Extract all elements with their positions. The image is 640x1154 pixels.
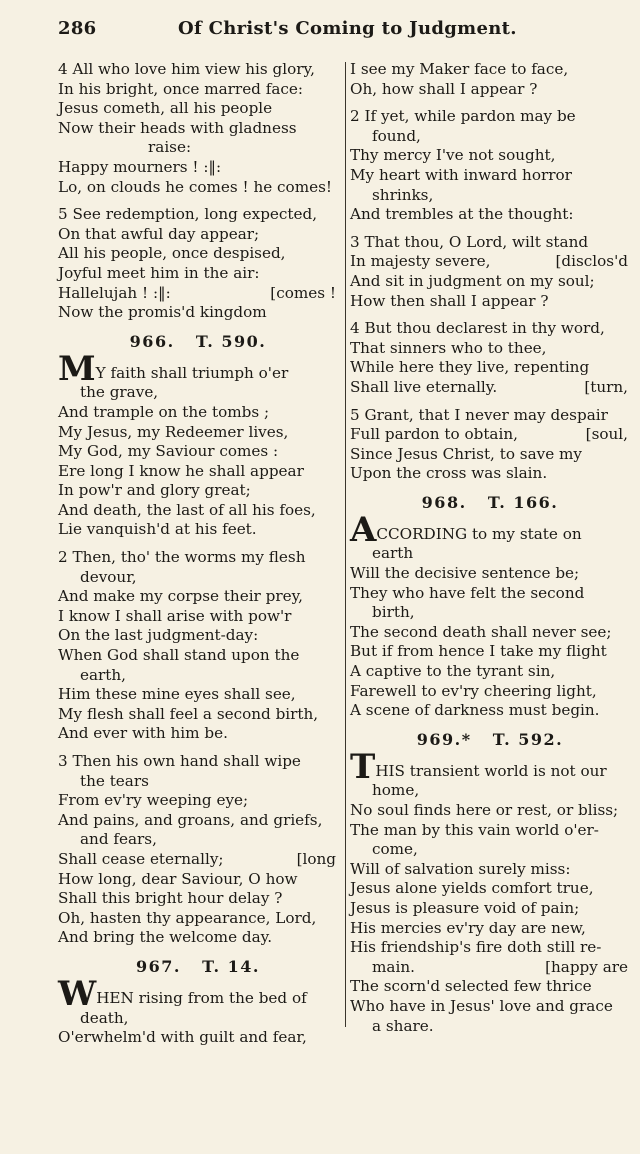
- verse-carryover: [soul,: [585, 425, 628, 444]
- hymn-number: 968.: [421, 492, 467, 512]
- verse-line: Joyful meet him in the air:: [58, 263, 260, 282]
- verse-line: [350, 378, 630, 398]
- verse-line: birth,: [372, 603, 415, 622]
- verse-line: Jesus is pleasure void of pain;: [350, 898, 580, 917]
- hymn-966: [58, 330, 338, 948]
- verse-line: My flesh shall feel a second birth,: [58, 704, 319, 723]
- tune-number: T. 14.: [202, 956, 260, 976]
- verse-line: His friendship's fire doth still re-: [350, 938, 602, 957]
- tune-number: T. 592.: [492, 729, 564, 749]
- right-column: [350, 60, 630, 1036]
- verse-line: [350, 746, 630, 787]
- hymn-number: 966.: [129, 331, 175, 351]
- drop-cap: M: [58, 348, 96, 389]
- verse-line: 5 Grant, that I never may despair: [350, 405, 608, 424]
- verse-line: found,: [372, 126, 421, 145]
- verse-line: The second death shall never see;: [350, 622, 612, 641]
- verse-line: Lie vanquish'd at his feet.: [58, 520, 257, 539]
- verse-line: death,: [80, 1008, 129, 1027]
- verse-text: Y faith shall triumph o'er: [95, 363, 289, 382]
- verse-line: On the last judgment-day:: [58, 626, 259, 645]
- verse-line: They who have felt the second: [350, 583, 585, 602]
- verse-line: Now the promis'd kingdom: [58, 303, 267, 322]
- verse-line: How long, dear Saviour, O how: [58, 869, 298, 888]
- verse-line: On that awful day appear;: [58, 224, 260, 243]
- verse-text: Shall cease eternally;: [58, 849, 224, 868]
- page-header: [58, 18, 618, 48]
- verse-line: devour,: [80, 567, 137, 586]
- verse-line: Oh, how shall I appear ?: [350, 79, 538, 98]
- verse-line: A captive to the tyrant sin,: [350, 662, 556, 681]
- verse-line: Lo, on clouds he comes ! he comes!: [58, 177, 332, 196]
- verse-line: In pow'r and glory great;: [58, 481, 251, 500]
- drop-cap: W: [58, 973, 97, 1014]
- verse-line: I see my Maker face to face,: [350, 60, 569, 78]
- verse-line: [350, 958, 630, 978]
- verse-line: the tears: [80, 771, 149, 790]
- verse-text: HIS transient world is not our: [375, 761, 607, 780]
- hymn-968: [350, 491, 630, 721]
- verse-line: O'erwhelm'd with guilt and fear,: [58, 1028, 307, 1047]
- verse-line: Shall this bright hour delay ?: [58, 889, 283, 908]
- verse-line: While here they live, repenting: [350, 358, 590, 377]
- verse-line: Now their heads with gladness: [58, 118, 297, 137]
- verse-line: raise:: [148, 138, 192, 157]
- verse-line: Jesus alone yields comfort true,: [350, 879, 594, 898]
- verse-line: come,: [372, 840, 418, 859]
- verse-line: earth,: [80, 665, 127, 684]
- verse-text: In majesty severe,: [350, 252, 491, 271]
- verse-line: home,: [372, 781, 420, 800]
- verse-line: Thy mercy I've not sought,: [350, 146, 556, 165]
- hymn-965-continuation: [58, 60, 338, 323]
- drop-cap: A: [350, 509, 377, 550]
- verse-line: I know I shall arise with pow'r: [58, 606, 292, 625]
- verse-line: [58, 348, 338, 389]
- verse-text: Hallelujah ! :‖:: [58, 283, 171, 302]
- verse-line: 5 See redemption, long expected,: [58, 205, 318, 224]
- verse-line: In his bright, once marred face:: [58, 79, 304, 98]
- verse-line: The scorn'd selected few thrice: [350, 977, 592, 996]
- hymn-969: [350, 728, 630, 1036]
- verse-line: Him these mine eyes shall see,: [58, 685, 296, 704]
- verse-line: 4 But thou declarest in thy word,: [350, 319, 605, 338]
- verse-line: My heart with inward horror: [350, 165, 572, 184]
- verse-line: His mercies ev'ry day are new,: [350, 918, 586, 937]
- verse-line: Will the decisive sentence be;: [350, 564, 580, 583]
- verse-line: And make my corpse their prey,: [58, 587, 304, 606]
- verse-carryover: [turn,: [584, 377, 628, 396]
- verse-text: main.: [372, 957, 415, 976]
- verse-line: 2 If yet, while pardon may be: [350, 107, 576, 126]
- verse-line: And trembles at the thought:: [350, 205, 574, 224]
- verse-line: And trample on the tombs ;: [58, 402, 270, 421]
- verse-line: 3 Then his own hand shall wipe: [58, 752, 301, 770]
- verse-line: And sit in judgment on my soul;: [350, 271, 595, 290]
- verse-line: My God, my Saviour comes :: [58, 442, 279, 461]
- verse-line: Since Jesus Christ, to save my: [350, 444, 583, 463]
- verse-line: Will of salvation surely miss:: [350, 859, 571, 878]
- verse-line: [58, 973, 338, 1014]
- tune-number: T. 166.: [487, 492, 559, 512]
- verse-carryover: [comes !: [270, 283, 336, 302]
- verse-line: And death, the last of all his foes,: [58, 500, 316, 519]
- verse-line: 4 All who love him view his glory,: [58, 60, 315, 78]
- verse-line: shrinks,: [372, 185, 434, 204]
- verse-line: My Jesus, my Redeemer lives,: [58, 422, 289, 441]
- verse-line: Farewell to ev'ry cheering light,: [350, 681, 597, 700]
- verse-text: Shall live eternally.: [350, 377, 498, 396]
- verse-line: the grave,: [80, 383, 159, 402]
- verse-carryover: [long: [296, 849, 336, 868]
- verse-line: [58, 284, 338, 304]
- verse-line: And ever with him be.: [58, 724, 228, 743]
- verse-line: [58, 850, 338, 870]
- verse-carryover: [disclos'd: [555, 252, 628, 271]
- verse-line: All his people, once despised,: [58, 244, 286, 263]
- verse-line: The man by this vain world o'er-: [350, 820, 599, 839]
- left-column: [58, 60, 338, 1048]
- verse-line: From ev'ry weeping eye;: [58, 791, 249, 810]
- verse-line: And pains, and groans, and griefs,: [58, 810, 323, 829]
- hymn-heading: [350, 728, 630, 752]
- verse-line: Who have in Jesus' love and grace: [350, 996, 613, 1015]
- verse-line: But if from hence I take my flight: [350, 642, 607, 661]
- verse-line: 2 Then, tho' the worms my flesh: [58, 548, 306, 567]
- verse-carryover: [happy are: [545, 957, 628, 976]
- hymn-heading: [58, 330, 338, 354]
- verse-line: When God shall stand upon the: [58, 646, 300, 665]
- verse-line: Upon the cross was slain.: [350, 464, 548, 483]
- hymn-967: [58, 955, 338, 1048]
- tune-number: T. 590.: [195, 331, 267, 351]
- verse-line: earth: [372, 544, 414, 563]
- verse-line: [350, 252, 630, 272]
- hymn-number: 969.*: [416, 729, 472, 749]
- hymn-967-continuation: [350, 60, 630, 484]
- verse-line: Oh, hasten thy appearance, Lord,: [58, 908, 317, 927]
- verse-line: No soul finds here or rest, or bliss;: [350, 801, 619, 819]
- verse-line: How then shall I appear ?: [350, 291, 549, 310]
- drop-cap: T: [350, 746, 376, 787]
- verse-line: That sinners who to thee,: [350, 338, 547, 357]
- hymn-heading: [58, 955, 338, 979]
- verse-line: and fears,: [80, 830, 157, 849]
- verse-line: Jesus cometh, all his people: [58, 99, 273, 118]
- verse-line: Happy mourners ! :‖:: [58, 157, 222, 176]
- verse-line: a share.: [372, 1016, 434, 1035]
- verse-text: CCORDING to my state on: [376, 524, 582, 543]
- verse-line: 3 That thou, O Lord, wilt stand: [350, 232, 589, 251]
- hymn-heading: [350, 491, 630, 515]
- verse-line: Ere long I know he shall appear: [58, 461, 304, 480]
- verse-line: [350, 509, 630, 550]
- column-divider: [345, 62, 346, 1027]
- page-number: 286: [58, 18, 97, 39]
- verse-line: And bring the welcome day.: [58, 928, 273, 947]
- verse-line: [350, 425, 630, 445]
- hymn-number: 967.: [135, 956, 181, 976]
- verse-line: A scene of darkness must begin.: [350, 701, 600, 720]
- verse-text: HEN rising from the bed of: [96, 988, 307, 1007]
- verse-text: Full pardon to obtain,: [350, 425, 518, 444]
- running-title: Of Christ's Coming to Judgment.: [178, 18, 517, 39]
